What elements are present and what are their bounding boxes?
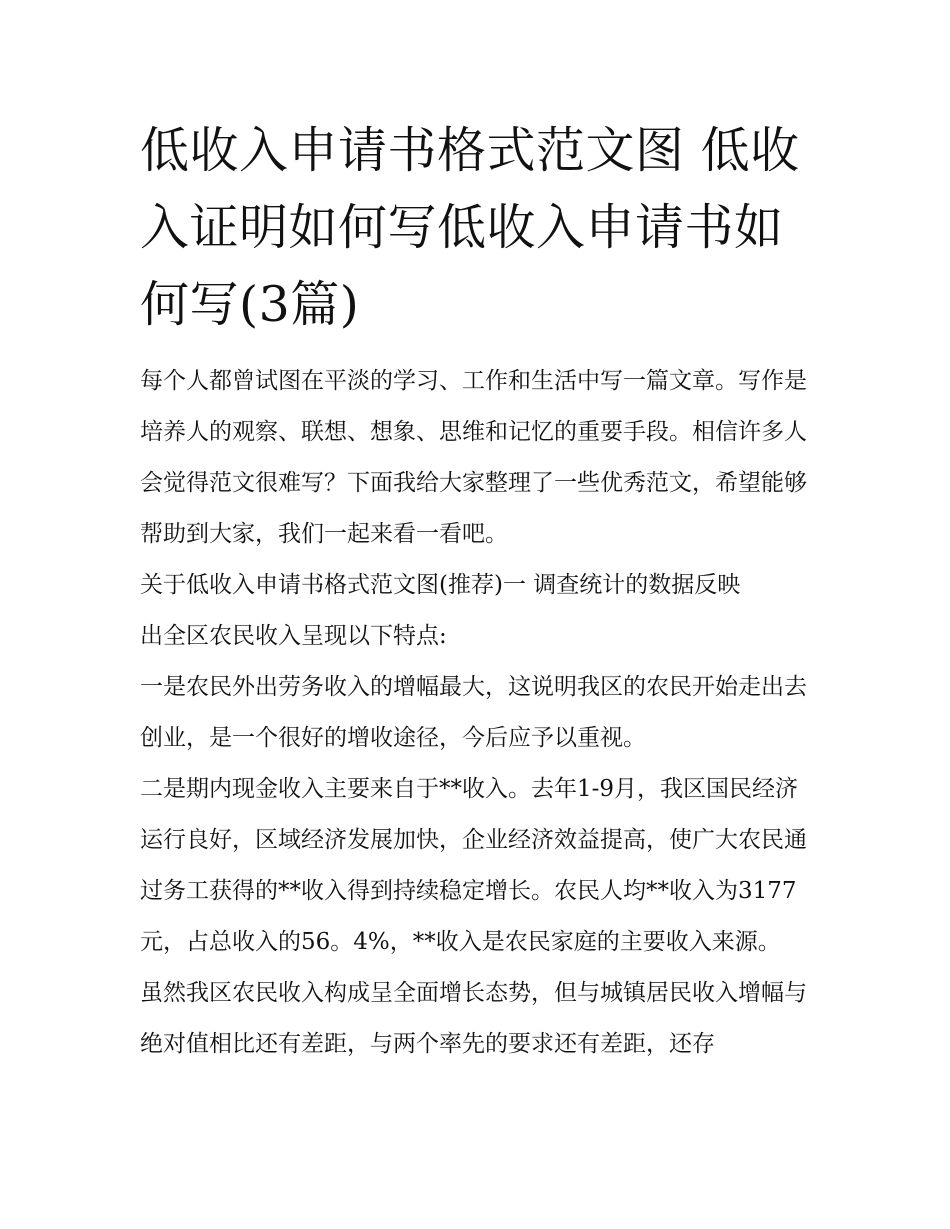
paragraph-features-lead: 出全区农民收入呈现以下特点: bbox=[140, 623, 447, 649]
document-title: 低收入申请书格式范文图 低收入证明如何写低收入申请书如何写(3篇) bbox=[140, 122, 800, 333]
paragraph-intro: 每个人都曾试图在平淡的学习、工作和生活中写一篇文章。写作是培养人的观察、联想、想象、思维和记忆的重要手段。相信许多人会觉得范文很难写？下面我给大家整理了一些优秀范文，希望能够帮助到大家，我们一起来看一看吧。 bbox=[140, 368, 807, 547]
paragraph-gap: 虽然我区农民收入构成呈全面增长态势，但与城镇居民收入增幅与绝对值相比还有差距，与两个率先的要求还有差距，还存 bbox=[140, 980, 807, 1057]
paragraph-point-two: 二是期内现金收入主要来自于**收入。去年1-9月，我区国民经济运行良好，区域经济发展加快，企业经济效益提高，使广大农民通过务工获得的**收入得到持续稳定增长。农民人均**收入为3177元，占总收入的56。4%，**收入是农民家庭的主要收入来源。 bbox=[140, 776, 807, 955]
document-body bbox=[140, 356, 812, 1070]
paragraph-section-heading: 关于低收入申请书格式范文图(推荐)一 调查统计的数据反映 bbox=[140, 572, 741, 598]
paragraph-point-one: 一是农民外出劳务收入的增幅最大，这说明我区的农民开始走出去创业，是一个很好的增收途径，今后应予以重视。 bbox=[140, 674, 807, 751]
